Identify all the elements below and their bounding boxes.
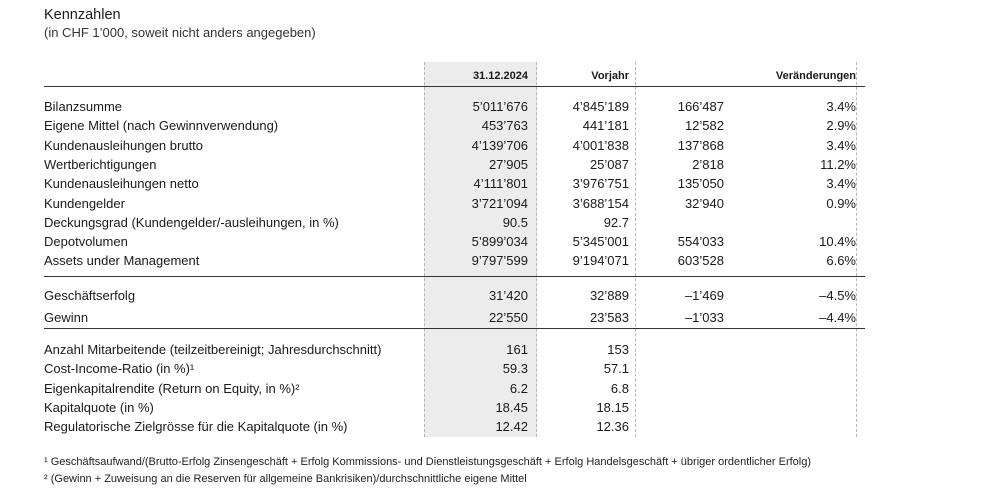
change-absolute: –1’469 (684, 288, 724, 303)
change-absolute: 135’050 (677, 176, 724, 192)
page-subtitle: (in CHF 1’000, soweit nicht anders angegeben) (44, 25, 316, 40)
header-change: Veränderungen (775, 70, 856, 82)
footnote-2: ² (Gewinn + Zuweisung an die Reserven für allgemeine Bankrisiken)/durchschnittliche eigene Mittel (44, 473, 527, 485)
change-absolute: 2’818 (692, 156, 724, 172)
row-label: Gewinn (44, 309, 89, 325)
value-prior: 4’845’189 (572, 99, 629, 114)
value-current: 4’139’706 (471, 137, 528, 153)
row-label: Kundengelder (44, 195, 125, 211)
change-percent: 2.9% (826, 118, 856, 134)
change-percent: 6.6% (826, 253, 856, 269)
table-row (0, 97, 1000, 116)
value-prior: 32’889 (589, 288, 629, 303)
value-prior: 12.36 (596, 419, 629, 435)
value-current: 22’550 (488, 309, 528, 325)
change-percent: –4.4% (819, 309, 856, 325)
change-percent: 3.4% (826, 137, 856, 153)
row-label: Eigene Mittel (nach Gewinnverwendung) (44, 118, 279, 134)
change-percent: 3.4% (826, 176, 856, 192)
row-label: Wertberichtigungen (44, 156, 157, 172)
table-row (0, 155, 1000, 174)
section-rule (44, 276, 865, 277)
table-row (0, 379, 1000, 398)
value-prior: 18.15 (596, 399, 629, 415)
value-prior: 153 (607, 342, 629, 357)
row-label: Eigenkapitalrendite (Return on Equity, in %)² (44, 380, 300, 396)
table-row (0, 194, 1000, 213)
change-percent: 0.9% (826, 195, 856, 211)
section-rule (44, 86, 865, 87)
value-prior: 5’345’001 (572, 234, 629, 250)
table-row (0, 251, 1000, 270)
change-absolute: 137’868 (677, 137, 724, 153)
section-rule (44, 328, 865, 329)
value-current: 90.5 (502, 214, 528, 230)
value-current: 18.45 (495, 399, 528, 415)
row-label: Depotvolumen (44, 234, 128, 250)
row-label: Anzahl Mitarbeitende (teilzeitbereinigt; Jahresdurchschnitt) (44, 342, 382, 357)
value-current: 9’797’599 (471, 253, 528, 269)
change-absolute: 12’582 (684, 118, 724, 134)
table-row (0, 417, 1000, 436)
value-prior: 6.8 (610, 380, 629, 396)
value-prior: 23’583 (589, 309, 629, 325)
value-prior: 4’001’838 (572, 137, 629, 153)
row-label: Cost-Income-Ratio (in %)¹ (44, 361, 195, 377)
value-prior: 9’194’071 (572, 253, 629, 269)
table-row (0, 359, 1000, 378)
change-absolute: 554’033 (677, 234, 724, 250)
row-label: Deckungsgrad (Kundengelder/-ausleihungen, in %) (44, 214, 339, 230)
page-title: Kennzahlen (44, 7, 121, 23)
row-label: Kundenausleihungen brutto (44, 137, 204, 153)
value-current: 27’905 (488, 156, 528, 172)
change-percent: 10.4% (819, 234, 856, 250)
footnote-1: ¹ Geschäftsaufwand/(Brutto-Erfolg Zinsengeschäft + Erfolg Kommissions- und Dienstleistungsgeschäft + Erfolg Handelsgeschäft + übriger ordentlicher Erfolg) (44, 456, 812, 468)
row-label: Kundenausleihungen netto (44, 176, 199, 192)
table-row (0, 213, 1000, 232)
header-current: 31.12.2024 (472, 70, 528, 82)
header-prior: Vorjahr (591, 70, 629, 82)
row-label: Bilanzsumme (44, 99, 123, 114)
change-percent: 11.2% (820, 156, 856, 172)
row-label: Geschäftserfolg (44, 288, 136, 303)
row-label: Assets under Management (44, 253, 200, 269)
table-row (0, 340, 1000, 359)
value-current: 453’763 (481, 118, 528, 134)
value-prior: 3’976’751 (572, 176, 629, 192)
change-percent: –4.5% (819, 288, 856, 303)
table-row (0, 174, 1000, 193)
table-row (0, 232, 1000, 251)
row-label: Kapitalquote (in %) (44, 399, 154, 415)
row-label: Regulatorische Zielgrösse für die Kapitalquote (in %) (44, 419, 348, 435)
value-current: 59.3 (502, 361, 528, 377)
table-row (0, 136, 1000, 155)
table-row (0, 308, 1000, 327)
change-percent: 3.4% (826, 99, 856, 114)
value-prior: 57.1 (603, 361, 629, 377)
value-prior: 25’087 (589, 156, 629, 172)
value-current: 5’899’034 (471, 234, 528, 250)
change-absolute: 166’487 (677, 99, 724, 114)
value-current: 12.42 (495, 419, 528, 435)
change-absolute: 603’528 (677, 253, 724, 269)
table-row (0, 286, 1000, 305)
value-current: 5’011’676 (472, 99, 528, 114)
value-current: 161 (506, 342, 528, 357)
value-current: 6.2 (509, 380, 528, 396)
table-row (0, 398, 1000, 417)
value-current: 3’721’094 (471, 195, 528, 211)
value-prior: 441’181 (582, 118, 629, 134)
table-row (0, 116, 1000, 135)
change-absolute: –1’033 (684, 309, 724, 325)
value-prior: 92.7 (603, 214, 629, 230)
value-prior: 3’688’154 (572, 195, 629, 211)
change-absolute: 32’940 (684, 195, 724, 211)
value-current: 31’420 (488, 288, 528, 303)
value-current: 4’111’801 (473, 176, 528, 192)
